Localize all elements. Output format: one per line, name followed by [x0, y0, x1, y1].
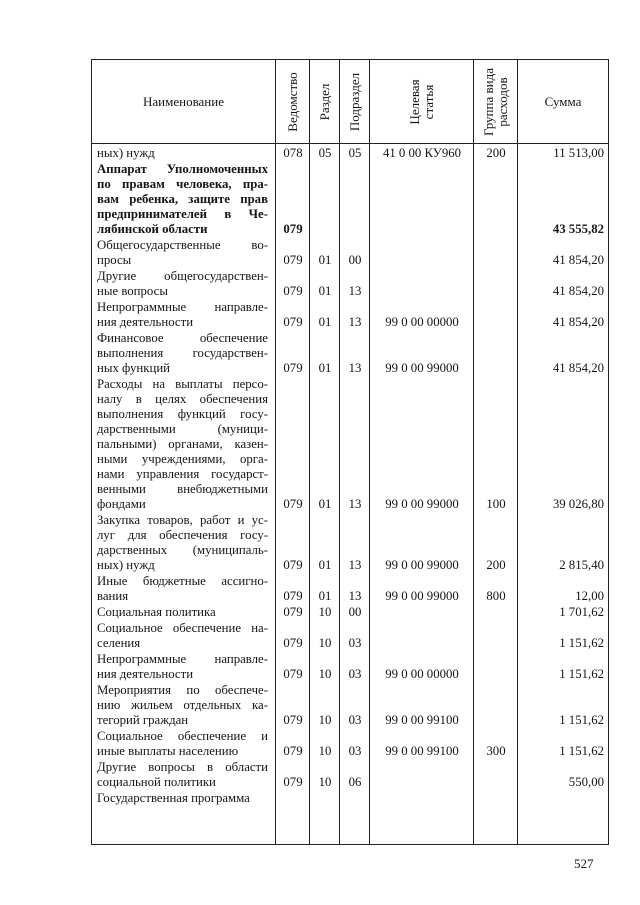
row-name-line: социальной политики [97, 775, 216, 789]
vedomstvo-cell: 079 [283, 361, 303, 375]
podrazdel-cell: 05 [348, 146, 362, 160]
vedomstvo-cell: 079 [283, 713, 303, 727]
row-name-line: Общегосударственные во- [97, 238, 268, 252]
summa-cell: 12,00 [575, 589, 604, 603]
podrazdel-cell: 06 [348, 775, 362, 789]
podrazdel-cell: 03 [348, 713, 362, 727]
vedomstvo-cell: 079 [283, 636, 303, 650]
row-name-line: налу в целях обеспечения [97, 392, 268, 406]
header-gruppa-cell [474, 60, 518, 144]
header-vedomstvo: Ведомство [284, 71, 300, 132]
row-name-line: Социальное обеспечение на- [97, 621, 268, 635]
row-name-line: ния деятельности [97, 667, 194, 681]
row-name-line: ния деятельности [97, 315, 194, 329]
summa-cell: 39 026,80 [552, 497, 604, 511]
row-name-line: иные выплаты населению [97, 744, 239, 758]
row-name-line: по правам человека, пра- [97, 177, 268, 191]
column-divider [473, 144, 474, 844]
razdel-cell: 10 [318, 713, 332, 727]
razdel-cell: 01 [318, 253, 332, 267]
podrazdel-cell: 13 [348, 315, 362, 329]
razdel-cell: 01 [318, 361, 332, 375]
summa-cell: 1 151,62 [559, 713, 604, 727]
row-name-line: ных) нужд [97, 558, 155, 572]
row-name-line: выполнения функций госу- [97, 407, 268, 421]
summa-cell: 41 854,20 [552, 253, 604, 267]
row-name-line: просы [97, 253, 132, 267]
razdel-cell: 10 [318, 667, 332, 681]
header-podrazdel-cell [340, 60, 370, 144]
celevaya-cell: 99 0 00 00000 [385, 315, 459, 329]
row-name-line: Иные бюджетные ассигно- [97, 574, 268, 588]
gruppa-cell: 200 [486, 146, 506, 160]
celevaya-cell: 99 0 00 99100 [385, 744, 459, 758]
column-divider [339, 144, 340, 844]
header-celevaya-line2: статья [420, 84, 436, 119]
vedomstvo-cell: 079 [283, 744, 303, 758]
summa-cell: 1 151,62 [559, 636, 604, 650]
header-celevaya-cell [370, 60, 474, 144]
vedomstvo-cell: 079 [283, 605, 303, 619]
row-name-line: Социальное обеспечение и [97, 729, 268, 743]
row-name-line: Закупка товаров, работ и ус- [97, 513, 268, 527]
vedomstvo-cell: 079 [283, 775, 303, 789]
podrazdel-cell: 13 [348, 558, 362, 572]
razdel-cell: 01 [318, 497, 332, 511]
summa-cell: 1 701,62 [559, 605, 604, 619]
row-name-line: дарственными (муници- [97, 422, 268, 436]
vedomstvo-cell: 079 [283, 667, 303, 681]
vedomstvo-cell: 079 [283, 253, 303, 267]
gruppa-cell: 200 [486, 558, 506, 572]
podrazdel-cell: 13 [348, 589, 362, 603]
row-name-line: нами управления государст- [97, 467, 268, 481]
summa-cell: 41 854,20 [552, 361, 604, 375]
header-razdel-cell [310, 60, 340, 144]
header-razdel: Раздел [316, 83, 332, 120]
razdel-cell: 01 [318, 589, 332, 603]
header-podrazdel: Подраздел [346, 72, 362, 131]
podrazdel-cell: 00 [348, 605, 362, 619]
row-name-line: вам ребенка, защите прав [97, 192, 268, 206]
header-celevaya [408, 79, 436, 124]
row-name-line: тегорий граждан [97, 713, 189, 727]
budget-table [91, 59, 609, 845]
vedomstvo-cell: 078 [283, 146, 303, 160]
column-divider [517, 144, 518, 844]
row-name-line: дарственных (муниципаль- [97, 543, 268, 557]
celevaya-cell: 99 0 00 99000 [385, 558, 459, 572]
vedomstvo-cell: 079 [283, 558, 303, 572]
vedomstvo-cell: 079 [283, 315, 303, 329]
razdel-cell: 10 [318, 605, 332, 619]
header-gruppa-line2: расходов [494, 76, 510, 127]
row-name-line: ных) нужд [97, 146, 155, 160]
row-name-line: ных функций [97, 361, 171, 375]
row-name-line: Расходы на выплаты персо- [97, 377, 268, 391]
row-name-line: фондами [97, 497, 146, 511]
row-name-line: Аппарат Уполномоченных [97, 162, 268, 176]
podrazdel-cell: 13 [348, 361, 362, 375]
row-name-line: пальными) органами, казен- [97, 437, 268, 451]
celevaya-cell: 41 0 00 КУ960 [382, 146, 462, 160]
podrazdel-cell: 00 [348, 253, 362, 267]
page-number: 527 [574, 856, 594, 871]
row-name-line: Финансовое обеспечение [97, 331, 268, 345]
row-name-line: выполнения государствен- [97, 346, 268, 360]
header-name-cell [92, 60, 276, 144]
row-name-line: предпринимателей в Че- [97, 207, 268, 221]
summa-cell: 1 151,62 [559, 667, 604, 681]
row-name-line: селения [97, 636, 141, 650]
gruppa-cell: 100 [486, 497, 506, 511]
vedomstvo-cell: 079 [283, 497, 303, 511]
header-gruppa-line1: Группа вида [480, 67, 496, 136]
row-name-line: Государственная программа [97, 791, 250, 805]
razdel-cell: 05 [318, 146, 332, 160]
row-name-line: венными внебюджетными [97, 482, 268, 496]
gruppa-cell: 300 [486, 744, 506, 758]
row-name-line: луг для обеспечения госу- [97, 528, 268, 542]
celevaya-cell: 99 0 00 99000 [385, 497, 459, 511]
header-summa-cell [518, 60, 608, 144]
summa-cell: 1 151,62 [559, 744, 604, 758]
column-divider [275, 144, 276, 844]
podrazdel-cell: 03 [348, 667, 362, 681]
row-name-line: Непрограммные направле- [97, 652, 268, 666]
razdel-cell: 01 [318, 315, 332, 329]
celevaya-cell: 99 0 00 99100 [385, 713, 459, 727]
summa-cell: 41 854,20 [552, 284, 604, 298]
vedomstvo-cell: 079 [283, 222, 303, 236]
row-name-line: Другие общегосударствен- [97, 269, 268, 283]
celevaya-cell: 99 0 00 99000 [385, 361, 459, 375]
summa-cell: 2 815,40 [559, 558, 604, 572]
row-name-line: Непрограммные направле- [97, 300, 268, 314]
row-name-line: нию жильем отдельных ка- [97, 698, 268, 712]
header-summa: Сумма [544, 93, 582, 109]
row-name-line: Мероприятия по обеспече- [97, 683, 268, 697]
podrazdel-cell: 03 [348, 744, 362, 758]
row-name-line: вания [97, 589, 129, 603]
razdel-cell: 10 [318, 636, 332, 650]
vedomstvo-cell: 079 [283, 284, 303, 298]
summa-cell: 11 513,00 [553, 146, 604, 160]
razdel-cell: 10 [318, 744, 332, 758]
gruppa-cell: 800 [486, 589, 506, 603]
razdel-cell: 01 [318, 284, 332, 298]
row-name-line: ными учреждениями, орга- [97, 452, 268, 466]
header-gruppa [482, 68, 510, 136]
row-name-line: лябинской области [97, 222, 208, 236]
podrazdel-cell: 03 [348, 636, 362, 650]
celevaya-cell: 99 0 00 99000 [385, 589, 459, 603]
celevaya-cell: 99 0 00 00000 [385, 667, 459, 681]
podrazdel-cell: 13 [348, 497, 362, 511]
razdel-cell: 10 [318, 775, 332, 789]
summa-cell: 43 555,82 [552, 222, 604, 236]
header-vedomstvo-cell [276, 60, 310, 144]
summa-cell: 41 854,20 [552, 315, 604, 329]
header-celevaya-line1: Целевая [406, 78, 422, 125]
column-divider [309, 144, 310, 844]
column-divider [369, 144, 370, 844]
podrazdel-cell: 13 [348, 284, 362, 298]
razdel-cell: 01 [318, 558, 332, 572]
summa-cell: 550,00 [568, 775, 604, 789]
row-name-line: ные вопросы [97, 284, 168, 298]
header-name: Наименование [143, 93, 224, 109]
vedomstvo-cell: 079 [283, 589, 303, 603]
row-name-line: Социальная политика [97, 605, 216, 619]
row-name-line: Другие вопросы в области [97, 760, 268, 774]
